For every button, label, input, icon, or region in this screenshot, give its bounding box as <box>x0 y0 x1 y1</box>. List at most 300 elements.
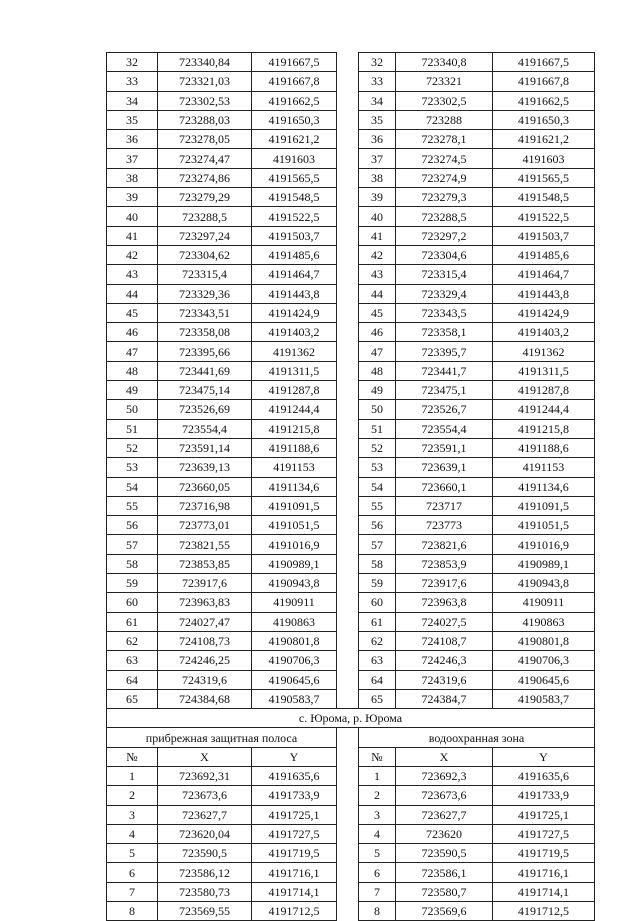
x-coord-left: 724384,68 <box>158 689 252 708</box>
x-coord-left: 723569,55 <box>158 902 252 921</box>
y-coord-left: 4191650,3 <box>252 110 337 129</box>
y-coord-left: 4191716,1 <box>252 863 337 882</box>
point-number-left: 45 <box>107 303 158 322</box>
y-coord-right: 4190911 <box>493 593 595 612</box>
table-row <box>107 149 595 168</box>
y-coord-left: 4191091,5 <box>252 496 337 515</box>
y-coord-left: 4191725,1 <box>252 805 337 824</box>
point-number-right: 32 <box>359 53 396 72</box>
col-header-y-left: Y <box>252 747 337 766</box>
x-coord-right: 723279,3 <box>396 188 493 207</box>
x-coord-right: 723315,4 <box>396 265 493 284</box>
x-coord-right: 723526,7 <box>396 400 493 419</box>
point-number-right: 44 <box>359 284 396 303</box>
x-coord-left: 723620,04 <box>158 824 252 843</box>
point-number-right: 3 <box>359 805 396 824</box>
y-coord-right: 4191503,7 <box>493 226 595 245</box>
y-coord-left: 4191362 <box>252 342 337 361</box>
y-coord-right: 4191016,9 <box>493 535 595 554</box>
point-number-right: 5 <box>359 844 396 863</box>
point-number-left: 48 <box>107 361 158 380</box>
y-coord-right: 4191667,5 <box>493 53 595 72</box>
y-coord-right: 4191153 <box>493 458 595 477</box>
y-coord-left: 4191522,5 <box>252 207 337 226</box>
point-number-right: 42 <box>359 245 396 264</box>
table-row <box>107 631 595 650</box>
table-row <box>107 554 595 573</box>
x-coord-left: 723627,7 <box>158 805 252 824</box>
point-number-left: 62 <box>107 631 158 650</box>
point-number-left: 56 <box>107 516 158 535</box>
point-number-right: 50 <box>359 400 396 419</box>
y-coord-left: 4191464,7 <box>252 265 337 284</box>
table-row <box>107 670 595 689</box>
x-coord-left: 723526,69 <box>158 400 252 419</box>
y-coord-right: 4191134,6 <box>493 477 595 496</box>
right-zone-title: водоохранная зона <box>359 728 595 747</box>
y-coord-left: 4191244,4 <box>252 400 337 419</box>
point-number-right: 4 <box>359 824 396 843</box>
y-coord-left: 4191287,8 <box>252 381 337 400</box>
y-coord-right: 4190863 <box>493 612 595 631</box>
point-number-left: 36 <box>107 130 158 149</box>
x-coord-right: 723673,6 <box>396 786 493 805</box>
y-coord-left: 4190989,1 <box>252 554 337 573</box>
x-coord-left: 723639,13 <box>158 458 252 477</box>
y-coord-left: 4191153 <box>252 458 337 477</box>
table-row <box>107 361 595 380</box>
section-header <box>107 709 595 767</box>
point-number-left: 52 <box>107 438 158 457</box>
point-number-left: 6 <box>107 863 158 882</box>
point-number-left: 38 <box>107 168 158 187</box>
point-number-left: 60 <box>107 593 158 612</box>
x-coord-right: 723278,1 <box>396 130 493 149</box>
table-row <box>107 593 595 612</box>
y-coord-right: 4191716,1 <box>493 863 595 882</box>
point-number-right: 8 <box>359 902 396 921</box>
point-number-right: 48 <box>359 361 396 380</box>
point-number-right: 58 <box>359 554 396 573</box>
y-coord-left: 4191134,6 <box>252 477 337 496</box>
x-coord-left: 724319,6 <box>158 670 252 689</box>
point-number-right: 59 <box>359 574 396 593</box>
y-coord-right: 4191091,5 <box>493 496 595 515</box>
table-row <box>107 689 595 708</box>
y-coord-right: 4191051,5 <box>493 516 595 535</box>
point-number-left: 55 <box>107 496 158 515</box>
x-coord-right: 723660,1 <box>396 477 493 496</box>
x-coord-left: 723773,01 <box>158 516 252 535</box>
table-row <box>107 419 595 438</box>
y-coord-left: 4191727,5 <box>252 824 337 843</box>
table-row <box>107 902 595 921</box>
y-coord-right: 4191714,1 <box>493 882 595 901</box>
point-number-right: 55 <box>359 496 396 515</box>
x-coord-right: 724246,3 <box>396 651 493 670</box>
y-coord-left: 4190706,3 <box>252 651 337 670</box>
x-coord-left: 723395,66 <box>158 342 252 361</box>
table-row <box>107 381 595 400</box>
y-coord-right: 4191287,8 <box>493 381 595 400</box>
y-coord-right: 4191244,4 <box>493 400 595 419</box>
x-coord-left: 723343,51 <box>158 303 252 322</box>
point-number-left: 57 <box>107 535 158 554</box>
y-coord-left: 4191311,5 <box>252 361 337 380</box>
x-coord-right: 724384,7 <box>396 689 493 708</box>
x-coord-right: 723288 <box>396 110 493 129</box>
table-row <box>107 882 595 901</box>
table-row <box>107 824 595 843</box>
point-number-right: 37 <box>359 149 396 168</box>
x-coord-left: 723580,73 <box>158 882 252 901</box>
x-coord-right: 723395,7 <box>396 342 493 361</box>
x-coord-right: 723321 <box>396 72 493 91</box>
y-coord-right: 4191311,5 <box>493 361 595 380</box>
point-number-left: 61 <box>107 612 158 631</box>
y-coord-right: 4191443,8 <box>493 284 595 303</box>
x-coord-right: 723441,7 <box>396 361 493 380</box>
y-coord-left: 4191667,8 <box>252 72 337 91</box>
y-coord-right: 4191215,8 <box>493 419 595 438</box>
left-zone-title: прибрежная защитная полоса <box>107 728 337 747</box>
x-coord-right: 723591,1 <box>396 438 493 457</box>
y-coord-right: 4191650,3 <box>493 110 595 129</box>
y-coord-left: 4191548,5 <box>252 188 337 207</box>
point-number-right: 33 <box>359 72 396 91</box>
x-coord-left: 724027,47 <box>158 612 252 631</box>
x-coord-right: 723717 <box>396 496 493 515</box>
y-coord-left: 4191719,5 <box>252 844 337 863</box>
table-row <box>107 535 595 554</box>
x-coord-right: 723297,2 <box>396 226 493 245</box>
x-coord-right: 723639,1 <box>396 458 493 477</box>
point-number-left: 58 <box>107 554 158 573</box>
x-coord-right: 723274,9 <box>396 168 493 187</box>
table-row <box>107 438 595 457</box>
point-number-right: 6 <box>359 863 396 882</box>
x-coord-right: 723963,8 <box>396 593 493 612</box>
point-number-left: 35 <box>107 110 158 129</box>
point-number-right: 35 <box>359 110 396 129</box>
point-number-left: 4 <box>107 824 158 843</box>
x-coord-right: 724108,7 <box>396 631 493 650</box>
x-coord-left: 723329,36 <box>158 284 252 303</box>
point-number-right: 56 <box>359 516 396 535</box>
point-number-left: 49 <box>107 381 158 400</box>
y-coord-right: 4190989,1 <box>493 554 595 573</box>
x-coord-left: 723321,03 <box>158 72 252 91</box>
y-coord-left: 4191051,5 <box>252 516 337 535</box>
x-coord-left: 723274,86 <box>158 168 252 187</box>
x-coord-right: 723358,1 <box>396 323 493 342</box>
y-coord-right: 4191733,9 <box>493 786 595 805</box>
point-number-right: 51 <box>359 419 396 438</box>
x-coord-right: 723475,1 <box>396 381 493 400</box>
y-coord-left: 4191733,9 <box>252 786 337 805</box>
y-coord-left: 4190583,7 <box>252 689 337 708</box>
x-coord-right: 723586,1 <box>396 863 493 882</box>
x-coord-left: 723302,53 <box>158 91 252 110</box>
point-number-left: 46 <box>107 323 158 342</box>
x-coord-left: 723340,84 <box>158 53 252 72</box>
y-coord-left: 4191565,5 <box>252 168 337 187</box>
x-coord-right: 723773 <box>396 516 493 535</box>
y-coord-left: 4191016,9 <box>252 535 337 554</box>
point-number-right: 7 <box>359 882 396 901</box>
x-coord-left: 723441,69 <box>158 361 252 380</box>
x-coord-left: 724246,25 <box>158 651 252 670</box>
x-coord-right: 723302,5 <box>396 91 493 110</box>
y-coord-right: 4191548,5 <box>493 188 595 207</box>
point-number-left: 2 <box>107 786 158 805</box>
table-row <box>107 226 595 245</box>
x-coord-right: 723627,7 <box>396 805 493 824</box>
point-number-left: 54 <box>107 477 158 496</box>
point-number-left: 34 <box>107 91 158 110</box>
y-coord-left: 4191188,6 <box>252 438 337 457</box>
point-number-right: 54 <box>359 477 396 496</box>
table-row <box>107 53 595 72</box>
x-coord-left: 723297,24 <box>158 226 252 245</box>
point-number-right: 1 <box>359 766 396 785</box>
y-coord-right: 4191464,7 <box>493 265 595 284</box>
point-number-left: 50 <box>107 400 158 419</box>
y-coord-right: 4190943,8 <box>493 574 595 593</box>
point-number-left: 37 <box>107 149 158 168</box>
y-coord-right: 4191712,5 <box>493 902 595 921</box>
point-number-left: 33 <box>107 72 158 91</box>
x-coord-left: 723673,6 <box>158 786 252 805</box>
x-coord-left: 723660,05 <box>158 477 252 496</box>
table-row <box>107 72 595 91</box>
x-coord-right: 723580,7 <box>396 882 493 901</box>
col-header-num-right: № <box>359 747 396 766</box>
point-number-right: 36 <box>359 130 396 149</box>
point-number-right: 2 <box>359 786 396 805</box>
x-coord-right: 723304,6 <box>396 245 493 264</box>
point-number-right: 47 <box>359 342 396 361</box>
y-coord-left: 4190943,8 <box>252 574 337 593</box>
x-coord-left: 723304,62 <box>158 245 252 264</box>
point-number-left: 7 <box>107 882 158 901</box>
x-coord-right: 723343,5 <box>396 303 493 322</box>
point-number-right: 45 <box>359 303 396 322</box>
x-coord-right: 723274,5 <box>396 149 493 168</box>
y-coord-left: 4190911 <box>252 593 337 612</box>
x-coord-left: 723288,03 <box>158 110 252 129</box>
x-coord-left: 723278,05 <box>158 130 252 149</box>
point-number-left: 41 <box>107 226 158 245</box>
point-number-left: 3 <box>107 805 158 824</box>
point-number-right: 53 <box>359 458 396 477</box>
x-coord-left: 723917,6 <box>158 574 252 593</box>
x-coord-right: 723590,5 <box>396 844 493 863</box>
y-coord-left: 4191712,5 <box>252 902 337 921</box>
x-coord-left: 723279,29 <box>158 188 252 207</box>
point-number-left: 59 <box>107 574 158 593</box>
table-row <box>107 651 595 670</box>
y-coord-right: 4190706,3 <box>493 651 595 670</box>
point-number-right: 57 <box>359 535 396 554</box>
y-coord-right: 4191725,1 <box>493 805 595 824</box>
point-number-left: 5 <box>107 844 158 863</box>
x-coord-right: 723340,8 <box>396 53 493 72</box>
point-number-right: 60 <box>359 593 396 612</box>
table-row <box>107 863 595 882</box>
point-number-left: 51 <box>107 419 158 438</box>
x-coord-left: 723358,08 <box>158 323 252 342</box>
x-coord-right: 723692,3 <box>396 766 493 785</box>
x-coord-left: 723586,12 <box>158 863 252 882</box>
point-number-right: 52 <box>359 438 396 457</box>
y-coord-right: 4191188,6 <box>493 438 595 457</box>
x-coord-left: 723821,55 <box>158 535 252 554</box>
x-coord-right: 723554,4 <box>396 419 493 438</box>
x-coord-right: 723620 <box>396 824 493 843</box>
y-coord-right: 4191485,6 <box>493 245 595 264</box>
x-coord-left: 723963,83 <box>158 593 252 612</box>
point-number-right: 63 <box>359 651 396 670</box>
x-coord-left: 723591,14 <box>158 438 252 457</box>
point-number-right: 40 <box>359 207 396 226</box>
y-coord-left: 4191403,2 <box>252 323 337 342</box>
point-number-left: 43 <box>107 265 158 284</box>
x-coord-right: 723917,6 <box>396 574 493 593</box>
table-row <box>107 303 595 322</box>
point-number-right: 38 <box>359 168 396 187</box>
column-header-row <box>107 747 595 766</box>
table-row <box>107 844 595 863</box>
y-coord-right: 4191635,6 <box>493 766 595 785</box>
point-number-right: 34 <box>359 91 396 110</box>
y-coord-left: 4190801,8 <box>252 631 337 650</box>
y-coord-left: 4191215,8 <box>252 419 337 438</box>
point-number-right: 62 <box>359 631 396 650</box>
y-coord-left: 4191485,6 <box>252 245 337 264</box>
x-coord-right: 723821,6 <box>396 535 493 554</box>
point-number-right: 64 <box>359 670 396 689</box>
x-coord-left: 723716,98 <box>158 496 252 515</box>
point-number-left: 53 <box>107 458 158 477</box>
y-coord-left: 4190863 <box>252 612 337 631</box>
table-row <box>107 110 595 129</box>
y-coord-left: 4191662,5 <box>252 91 337 110</box>
y-coord-right: 4191621,2 <box>493 130 595 149</box>
point-number-left: 44 <box>107 284 158 303</box>
point-number-left: 65 <box>107 689 158 708</box>
table-row <box>107 458 595 477</box>
table-row <box>107 574 595 593</box>
x-coord-right: 723329,4 <box>396 284 493 303</box>
table-row <box>107 284 595 303</box>
y-coord-right: 4190583,7 <box>493 689 595 708</box>
y-coord-left: 4190645,6 <box>252 670 337 689</box>
table-row <box>107 612 595 631</box>
table-row <box>107 323 595 342</box>
table-row <box>107 207 595 226</box>
table-row <box>107 516 595 535</box>
y-coord-right: 4191603 <box>493 149 595 168</box>
x-coord-right: 723853,9 <box>396 554 493 573</box>
x-coord-right: 724319,6 <box>396 670 493 689</box>
y-coord-right: 4191403,2 <box>493 323 595 342</box>
table-row <box>107 477 595 496</box>
y-coord-right: 4191362 <box>493 342 595 361</box>
y-coord-left: 4191443,8 <box>252 284 337 303</box>
y-coord-left: 4191424,9 <box>252 303 337 322</box>
table-row <box>107 342 595 361</box>
x-coord-left: 723315,4 <box>158 265 252 284</box>
point-number-right: 39 <box>359 188 396 207</box>
table-row <box>107 496 595 515</box>
y-coord-right: 4191667,8 <box>493 72 595 91</box>
point-number-right: 49 <box>359 381 396 400</box>
y-coord-left: 4191503,7 <box>252 226 337 245</box>
y-coord-right: 4191565,5 <box>493 168 595 187</box>
x-coord-left: 723853,85 <box>158 554 252 573</box>
table-row <box>107 265 595 284</box>
y-coord-left: 4191635,6 <box>252 766 337 785</box>
point-number-right: 41 <box>359 226 396 245</box>
table-row <box>107 245 595 264</box>
x-coord-left: 723475,14 <box>158 381 252 400</box>
x-coord-left: 724108,73 <box>158 631 252 650</box>
col-header-x-left: X <box>158 747 252 766</box>
table-row <box>107 766 595 785</box>
point-number-left: 47 <box>107 342 158 361</box>
coordinates-table <box>106 52 595 921</box>
y-coord-right: 4191719,5 <box>493 844 595 863</box>
table-row <box>107 786 595 805</box>
y-coord-right: 4191727,5 <box>493 824 595 843</box>
table-row <box>107 168 595 187</box>
y-coord-right: 4191424,9 <box>493 303 595 322</box>
table-row <box>107 130 595 149</box>
y-coord-left: 4191667,5 <box>252 53 337 72</box>
point-number-right: 65 <box>359 689 396 708</box>
point-number-left: 8 <box>107 902 158 921</box>
table-row <box>107 188 595 207</box>
x-coord-left: 723288,5 <box>158 207 252 226</box>
x-coord-left: 723274,47 <box>158 149 252 168</box>
point-number-left: 64 <box>107 670 158 689</box>
y-coord-left: 4191621,2 <box>252 130 337 149</box>
lower-rows <box>107 766 595 920</box>
table-row <box>107 805 595 824</box>
point-number-left: 63 <box>107 651 158 670</box>
x-coord-left: 723554,4 <box>158 419 252 438</box>
point-number-left: 32 <box>107 53 158 72</box>
y-coord-right: 4191662,5 <box>493 91 595 110</box>
y-coord-right: 4191522,5 <box>493 207 595 226</box>
point-number-right: 61 <box>359 612 396 631</box>
point-number-left: 42 <box>107 245 158 264</box>
section-title: с. Юрома, р. Юрома <box>107 709 595 728</box>
point-number-left: 1 <box>107 766 158 785</box>
y-coord-left: 4191714,1 <box>252 882 337 901</box>
x-coord-right: 723569,6 <box>396 902 493 921</box>
col-header-x-right: X <box>396 747 493 766</box>
x-coord-left: 723692,31 <box>158 766 252 785</box>
x-coord-left: 723590,5 <box>158 844 252 863</box>
table-row <box>107 91 595 110</box>
point-number-right: 43 <box>359 265 396 284</box>
y-coord-right: 4190801,8 <box>493 631 595 650</box>
point-number-left: 39 <box>107 188 158 207</box>
upper-rows <box>107 53 595 709</box>
y-coord-right: 4190645,6 <box>493 670 595 689</box>
